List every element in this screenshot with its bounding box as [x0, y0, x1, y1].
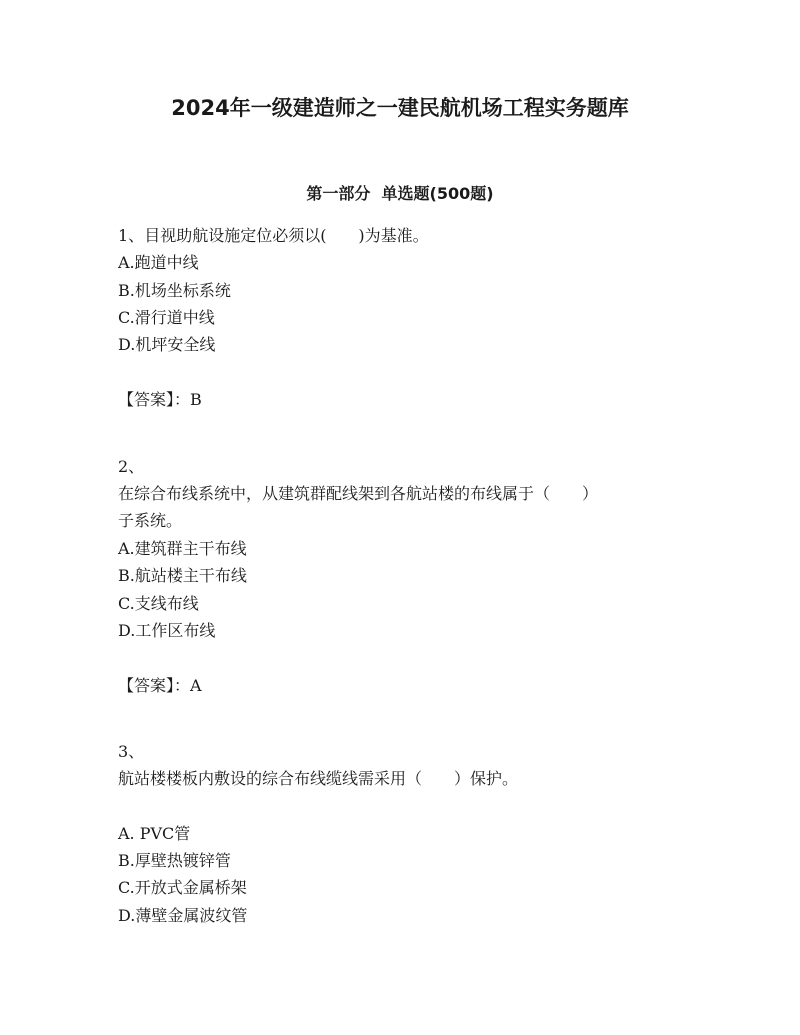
question-3-option-c: C.开放式金属桥架 — [118, 878, 247, 897]
section-heading: 第一部分 单选题(500题) — [306, 184, 494, 203]
question-2-option-a: A.建筑群主干布线 — [118, 539, 247, 558]
question-1-option-c: C.滑行道中线 — [118, 308, 215, 327]
question-2-option-d: D.工作区布线 — [118, 621, 216, 640]
question-2-stem-line-2: 子系统。 — [118, 511, 183, 530]
answer-value: A — [190, 676, 202, 695]
question-2-answer: 【答案】：A — [118, 676, 202, 695]
question-2-number: 2、 — [118, 457, 145, 476]
question-2-option-b: B.航站楼主干布线 — [118, 566, 247, 585]
question-3-option-d: D.薄壁金属波纹管 — [118, 906, 248, 925]
question-3-option-a: A. PVC管 — [118, 824, 191, 843]
question-1-option-a: A.跑道中线 — [118, 253, 199, 272]
question-1-option-b: B.机场坐标系统 — [118, 281, 231, 300]
question-1-number: 1、 — [118, 226, 145, 245]
answer-label: 【答案】 — [118, 390, 175, 409]
question-2-stem-line-1: 在综合布线系统中，从建筑群配线架到各航站楼的布线属于（ ） — [118, 484, 599, 503]
answer-label: 【答案】 — [118, 676, 175, 695]
question-1-stem: 1、目视助航设施定位必须以( )为基准。 — [118, 226, 429, 245]
question-1-answer: 【答案】：B — [118, 390, 202, 409]
answer-value: B — [190, 390, 202, 409]
question-3-number: 3、 — [118, 742, 145, 761]
question-3-stem: 航站楼楼板内敷设的综合布线缆线需采用（ ）保护。 — [118, 769, 519, 788]
question-3-option-b: B.厚壁热镀锌管 — [118, 851, 231, 870]
question-2-option-c: C.支线布线 — [118, 594, 199, 613]
document-title: 2024年一级建造师之一建民航机场工程实务题库 — [171, 96, 629, 120]
question-1-option-d: D.机坪安全线 — [118, 335, 216, 354]
